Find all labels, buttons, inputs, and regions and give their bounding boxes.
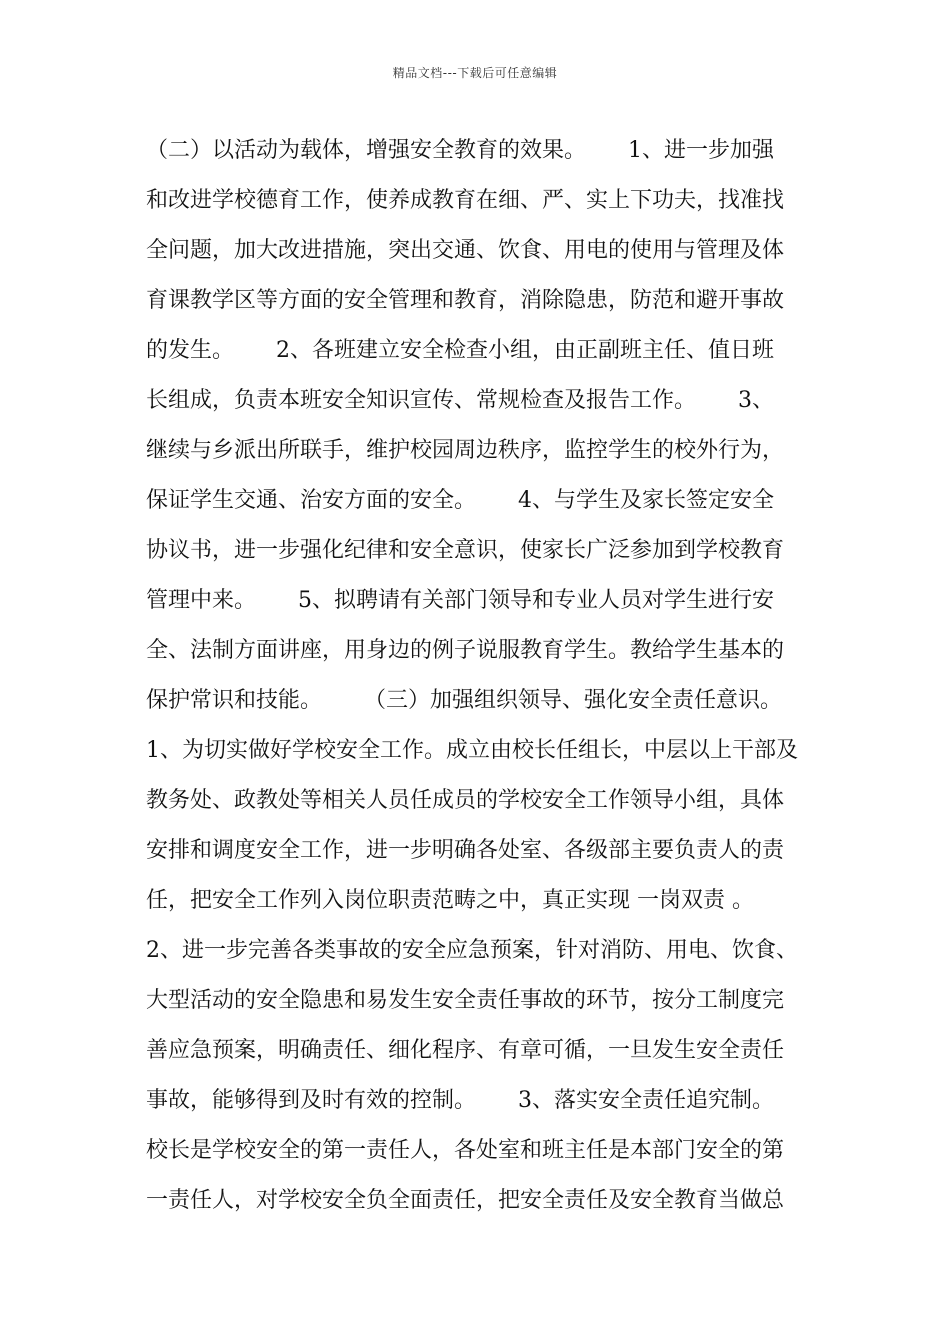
text-line-9: 协议书，进一步强化纪律和安全意识，使家长广泛参加到学校教育 (146, 538, 785, 563)
text-line-18: 大型活动的安全隐患和易发生安全责任事故的环节，按分工制度完 (146, 988, 785, 1013)
text-line-8: 保证学生交通、治安方面的安全。 4、与学生及家长签定安全 (146, 488, 774, 513)
text-line-13: 1、为切实做好学校安全工作。成立由校长任组长，中层以上干部及 (146, 738, 798, 763)
text-line-19: 善应急预案，明确责任、细化程序、有章可循，一旦发生安全责任 (146, 1038, 785, 1063)
text-line-20: 事故，能够得到及时有效的控制。 3、落实安全责任追究制。 (146, 1088, 774, 1113)
text-line-16: 任，把安全工作列入岗位职责范畴之中，真正实现 一岗双责 。 (146, 888, 754, 913)
text-line-12: 保护常识和技能。 （三）加强组织领导、强化安全责任意识。 (146, 688, 782, 713)
text-line-4: 育课教学区等方面的安全管理和教育，消除隐患，防范和避开事故 (146, 288, 785, 313)
text-line-3: 全问题，加大改进措施，突出交通、饮食、用电的使用与管理及体 (146, 238, 785, 263)
text-line-5: 的发生。 2、各班建立安全检查小组，由正副班主任、值日班 (146, 338, 774, 363)
page-header: 精品文档---下载后可任意编辑 (392, 66, 558, 80)
body-text (146, 126, 808, 1226)
text-line-17: 2、进一步完善各类事故的安全应急预案，针对消防、用电、饮食、 (146, 938, 798, 963)
text-line-21: 校长是学校安全的第一责任人，各处室和班主任是本部门安全的第 (146, 1138, 785, 1163)
text-line-2: 和改进学校德育工作，使养成教育在细、严、实上下功夫，找准找 (146, 188, 785, 213)
text-line-1: （二）以活动为载体，增强安全教育的效果。 1、进一步加强 (146, 138, 774, 163)
text-line-22: 一责任人，对学校安全负全面责任，把安全责任及安全教育当做总 (146, 1188, 785, 1213)
text-line-11: 全、法制方面讲座，用身边的例子说服教育学生。教给学生基本的 (146, 638, 785, 663)
text-line-7: 继续与乡派出所联手，维护校园周边秩序，监控学生的校外行为， (146, 438, 785, 463)
text-line-6: 长组成，负责本班安全知识宣传、常规检查及报告工作。 3、 (146, 388, 774, 413)
text-line-14: 教务处、政教处等相关人员任成员的学校安全工作领导小组，具体 (146, 788, 785, 813)
text-line-15: 安排和调度安全工作，进一步明确各处室、各级部主要负责人的责 (146, 838, 785, 863)
text-line-10: 管理中来。 5、拟聘请有关部门领导和专业人员对学生进行安 (146, 588, 774, 613)
